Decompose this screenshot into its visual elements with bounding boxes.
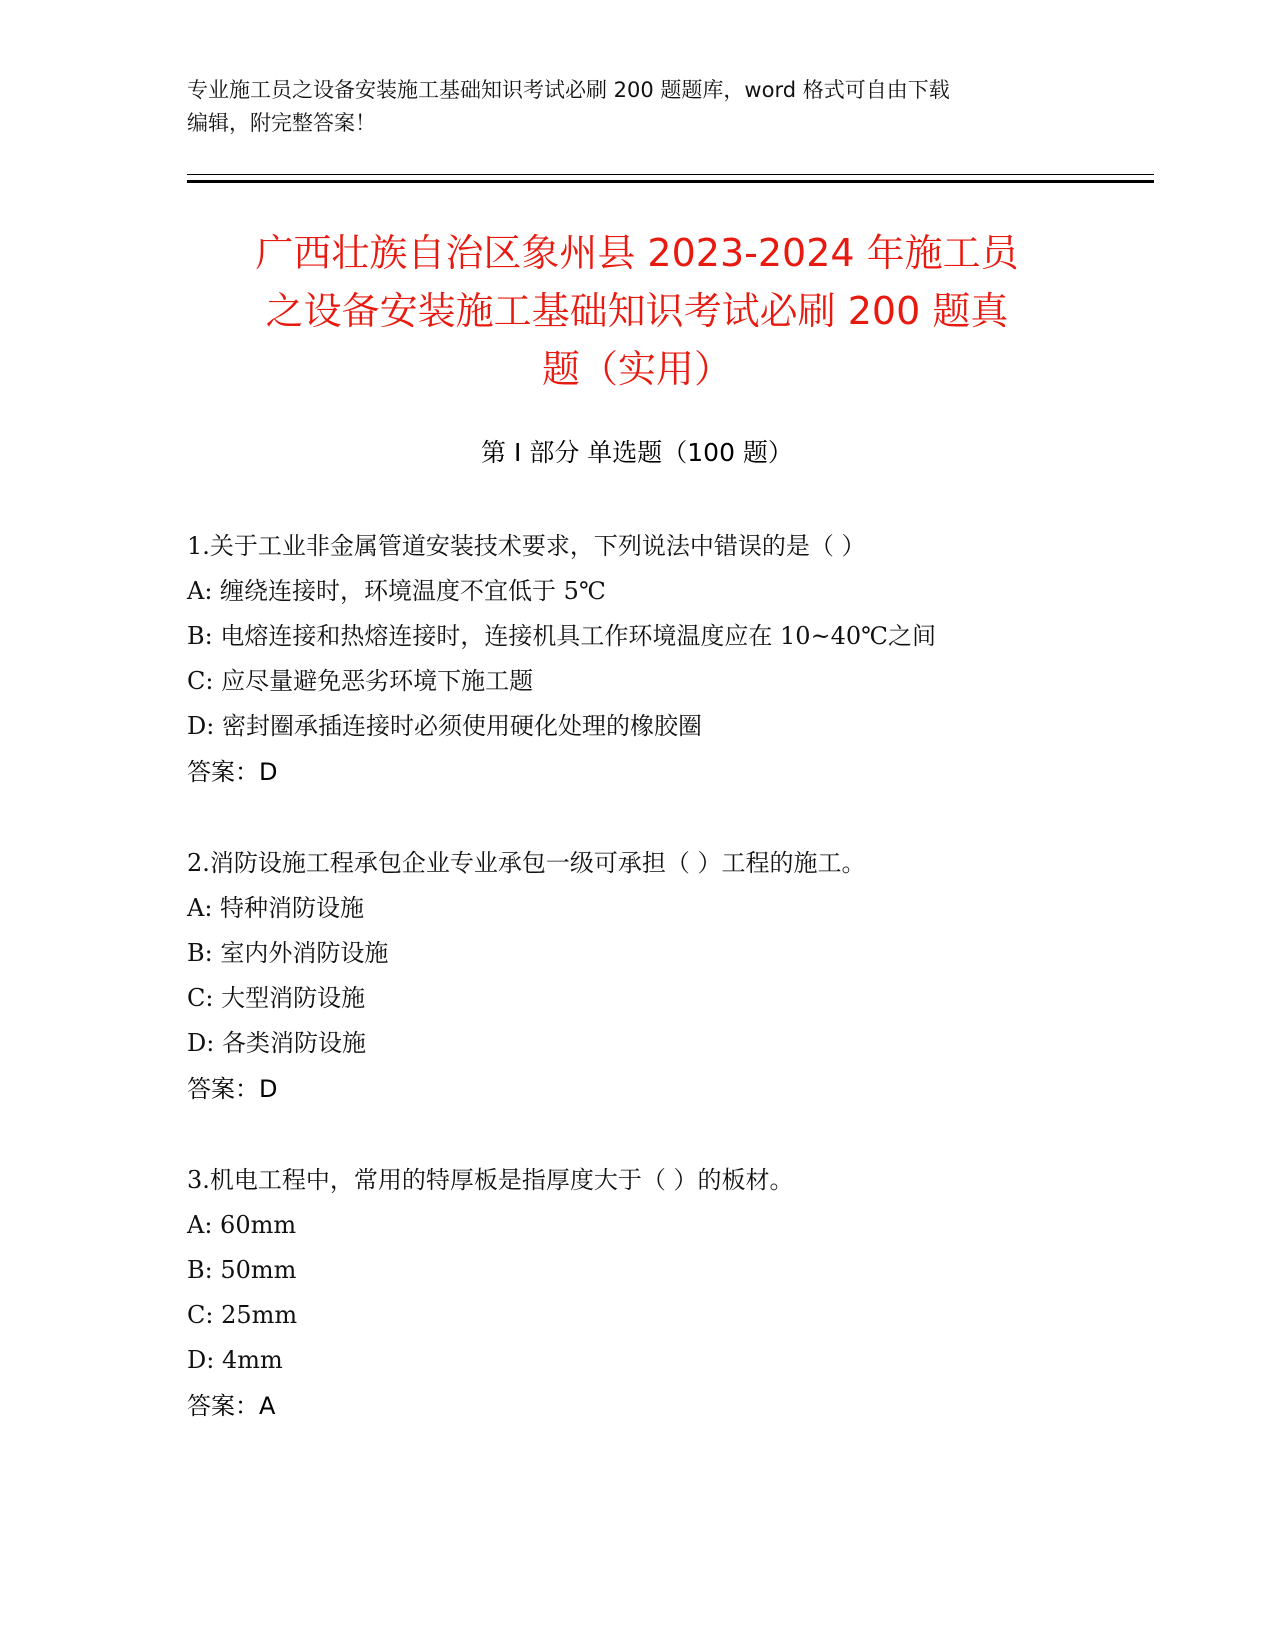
- option-d: D: 各类消防设施: [187, 1029, 366, 1057]
- option-c: C: 25mm: [187, 1301, 298, 1329]
- document-title-line-3: 题（实用）: [541, 347, 732, 391]
- document-title-line-2: 之设备安装施工基础知识考试必刷 200 题真: [265, 289, 1009, 333]
- answer: 答案：D: [187, 758, 278, 786]
- header-note-line-2: 编辑，附完整答案！: [187, 111, 376, 135]
- option-a: A: 60mm: [187, 1211, 297, 1239]
- answer: 答案：A: [187, 1392, 276, 1420]
- option-b: B: 室内外消防设施: [187, 939, 389, 967]
- header-note-line-1: 专业施工员之设备安装施工基础知识考试必刷 200 题题库，word 格式可自由下载: [187, 78, 950, 102]
- answer: 答案：D: [187, 1075, 278, 1103]
- option-a: A: 缠绕连接时，环境温度不宜低于 5℃: [187, 577, 606, 605]
- document-title: [187, 224, 1087, 398]
- document-title-line-1: 广西壮族自治区象州县 2023-2024 年施工员: [255, 231, 1019, 275]
- option-b: B: 50mm: [187, 1256, 297, 1284]
- option-d: D: 密封圈承插连接时必须使用硬化处理的橡胶圈: [187, 712, 702, 740]
- option-c: C: 应尽量避免恶劣环境下施工题: [187, 667, 534, 695]
- header-divider-thick: [187, 180, 1154, 183]
- question-stem: 2.消防设施工程承包企业专业承包一级可承担（ ）工程的施工。: [187, 849, 866, 877]
- option-a: A: 特种消防设施: [187, 894, 365, 922]
- question-stem: 1.关于工业非金属管道安装技术要求，下列说法中错误的是（ ）: [187, 532, 866, 560]
- option-d: D: 4mm: [187, 1346, 283, 1374]
- question-2: [187, 841, 1137, 1112]
- section-heading: 第 I 部分 单选题（100 题）: [481, 438, 793, 467]
- header-note: [187, 74, 1087, 140]
- question-stem: 3.机电工程中，常用的特厚板是指厚度大于（ ）的板材。: [187, 1166, 794, 1194]
- question-3: [187, 1158, 1137, 1429]
- option-b: B: 电熔连接和热熔连接时，连接机具工作环境温度应在 10~40℃之间: [187, 622, 937, 650]
- option-c: C: 大型消防设施: [187, 984, 366, 1012]
- header-divider-thin: [187, 174, 1154, 175]
- question-1: [187, 524, 1137, 795]
